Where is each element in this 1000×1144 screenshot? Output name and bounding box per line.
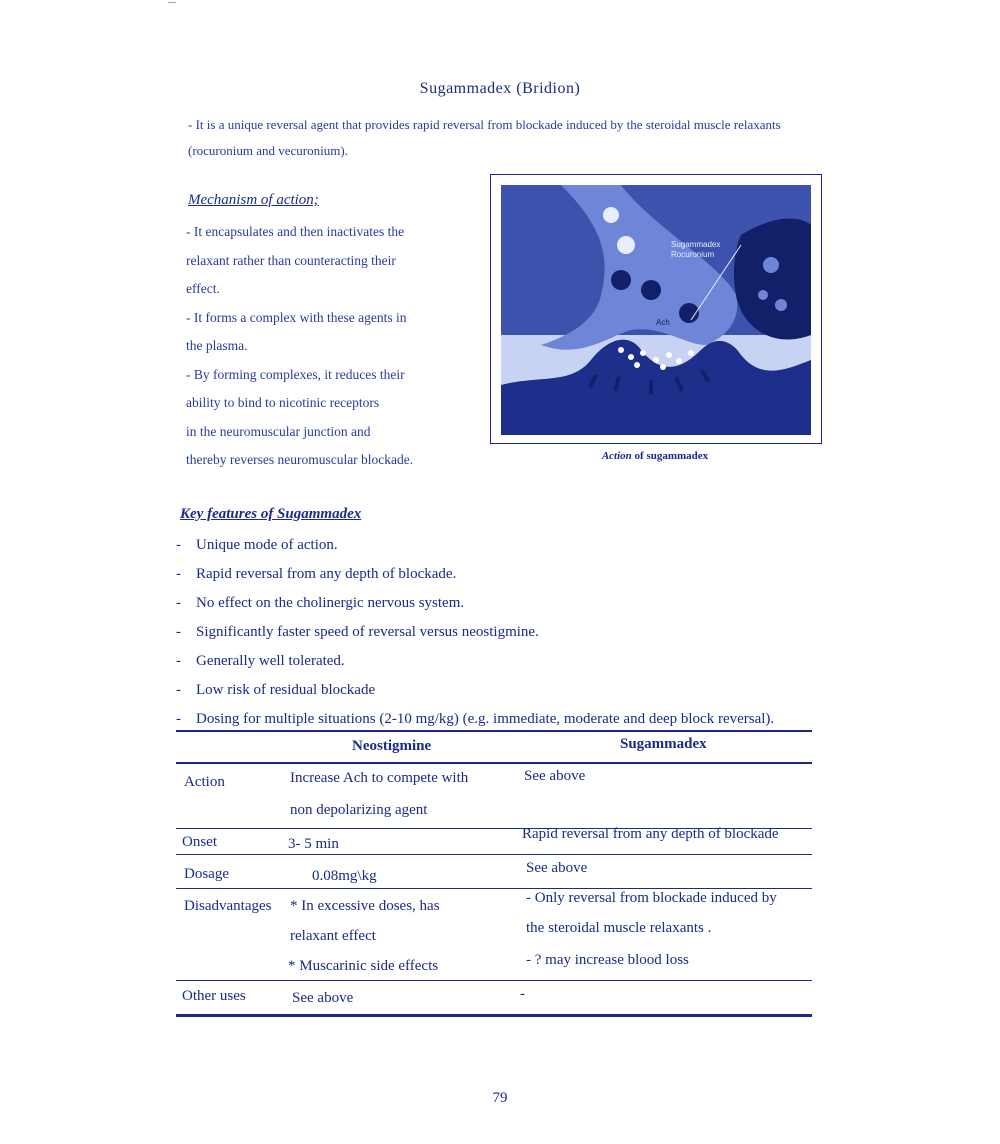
cell-sug-action: See above bbox=[524, 768, 586, 784]
row-label-dosage: Dosage bbox=[184, 866, 229, 882]
mechanism-line: - It forms a complex with these agents in bbox=[186, 309, 407, 325]
list-item: - Low risk of residual blockade bbox=[176, 682, 376, 698]
cell-neo-action: Increase Ach to compete with bbox=[290, 770, 469, 786]
cell-neo-other-uses: See above bbox=[292, 990, 354, 1006]
mechanism-heading: Mechanism of action; bbox=[188, 192, 319, 208]
row-label-onset: Onset bbox=[182, 834, 217, 850]
mechanism-line: effect. bbox=[186, 281, 220, 296]
row-label-other-uses: Other uses bbox=[182, 988, 246, 1004]
mechanism-line: in the neuromuscular junction and bbox=[186, 423, 371, 439]
cell-neo-onset: 3- 5 min bbox=[288, 836, 339, 852]
cell-neo-disadvantages: relaxant effect bbox=[290, 928, 376, 944]
row-label-disadvantages: Disadvantages bbox=[184, 898, 272, 914]
header-sugammadex: Sugammadex bbox=[620, 736, 707, 752]
cell-neo-disadvantages: * Muscarinic side effects bbox=[288, 958, 439, 974]
cell-sug-other-uses: - bbox=[520, 986, 525, 1002]
list-item: - Rapid reversal from any depth of blockade. bbox=[176, 566, 457, 582]
header-neostigmine: Neostigmine bbox=[352, 738, 432, 754]
cell-sug-disadvantages: - Only reversal from blockade induced by bbox=[526, 890, 777, 906]
mechanism-line: ability to bind to nicotinic receptors bbox=[186, 395, 380, 410]
figure-label-sugammadex: Sugammadex bbox=[671, 240, 721, 249]
caption-italic: Action bbox=[601, 450, 632, 462]
cell-sug-disadvantages: the steroidal muscle relaxants . bbox=[526, 920, 712, 936]
list-item: - Significantly faster speed of reversal versus neostigmine. bbox=[176, 624, 539, 640]
intro-paragraph: - It is a unique reversal agent that provides rapid reversal from blockade induced by the steroidal muscle relaxants (rocuronium and vecuronium). bbox=[188, 117, 781, 158]
page-number: 79 bbox=[492, 1090, 508, 1106]
table-rule bbox=[176, 888, 812, 889]
mechanism-line: relaxant rather than counteracting their bbox=[186, 252, 396, 268]
cell-sug-onset: Rapid reversal from any depth of blockade bbox=[522, 826, 779, 842]
mechanism-line: - By forming complexes, it reduces their bbox=[186, 366, 405, 382]
list-item: - Dosing for multiple situations (2-10 mg/kg) (e.g. immediate, moderate and deep block reversal). bbox=[176, 711, 775, 727]
list-item: - Unique mode of action. bbox=[176, 537, 338, 553]
mechanism-line: thereby reverses neuromuscular blockade. bbox=[186, 452, 414, 467]
caption-rest: of sugammadex bbox=[631, 450, 709, 462]
key-features-heading: Key features of Sugammadex bbox=[180, 506, 362, 522]
sugammadex-figure bbox=[490, 174, 822, 444]
mechanism-text bbox=[186, 218, 476, 475]
mechanism-line: the plasma. bbox=[186, 338, 248, 353]
page-title: Sugammadex (Bridion) bbox=[419, 80, 581, 97]
figure-label-rocuronium: Rocuronium bbox=[671, 250, 715, 259]
cell-neo-dosage: 0.08mg\kg bbox=[312, 868, 377, 884]
cell-sug-disadvantages: - ? may increase blood loss bbox=[526, 952, 689, 968]
table-rule bbox=[176, 730, 812, 732]
list-item: - Generally well tolerated. bbox=[176, 653, 345, 669]
figure-caption bbox=[490, 450, 820, 462]
figure-label-ach: Ach bbox=[656, 318, 670, 327]
table-rule bbox=[176, 1014, 812, 1017]
neuromuscular-junction-illustration bbox=[501, 185, 811, 435]
row-label-action: Action bbox=[184, 774, 225, 790]
cell-sug-dosage: See above bbox=[526, 860, 588, 876]
table-rule bbox=[176, 854, 812, 855]
list-item: - No effect on the cholinergic nervous system. bbox=[176, 595, 465, 611]
key-features-list bbox=[176, 532, 836, 735]
mechanism-line: - It encapsulates and then inactivates the bbox=[186, 224, 405, 239]
table-rule bbox=[176, 980, 812, 981]
table-rule bbox=[176, 762, 812, 764]
cell-neo-action: non depolarizing agent bbox=[290, 802, 428, 818]
page-edge-mark bbox=[168, 2, 176, 3]
cell-neo-disadvantages: * In excessive doses, has bbox=[290, 898, 440, 914]
